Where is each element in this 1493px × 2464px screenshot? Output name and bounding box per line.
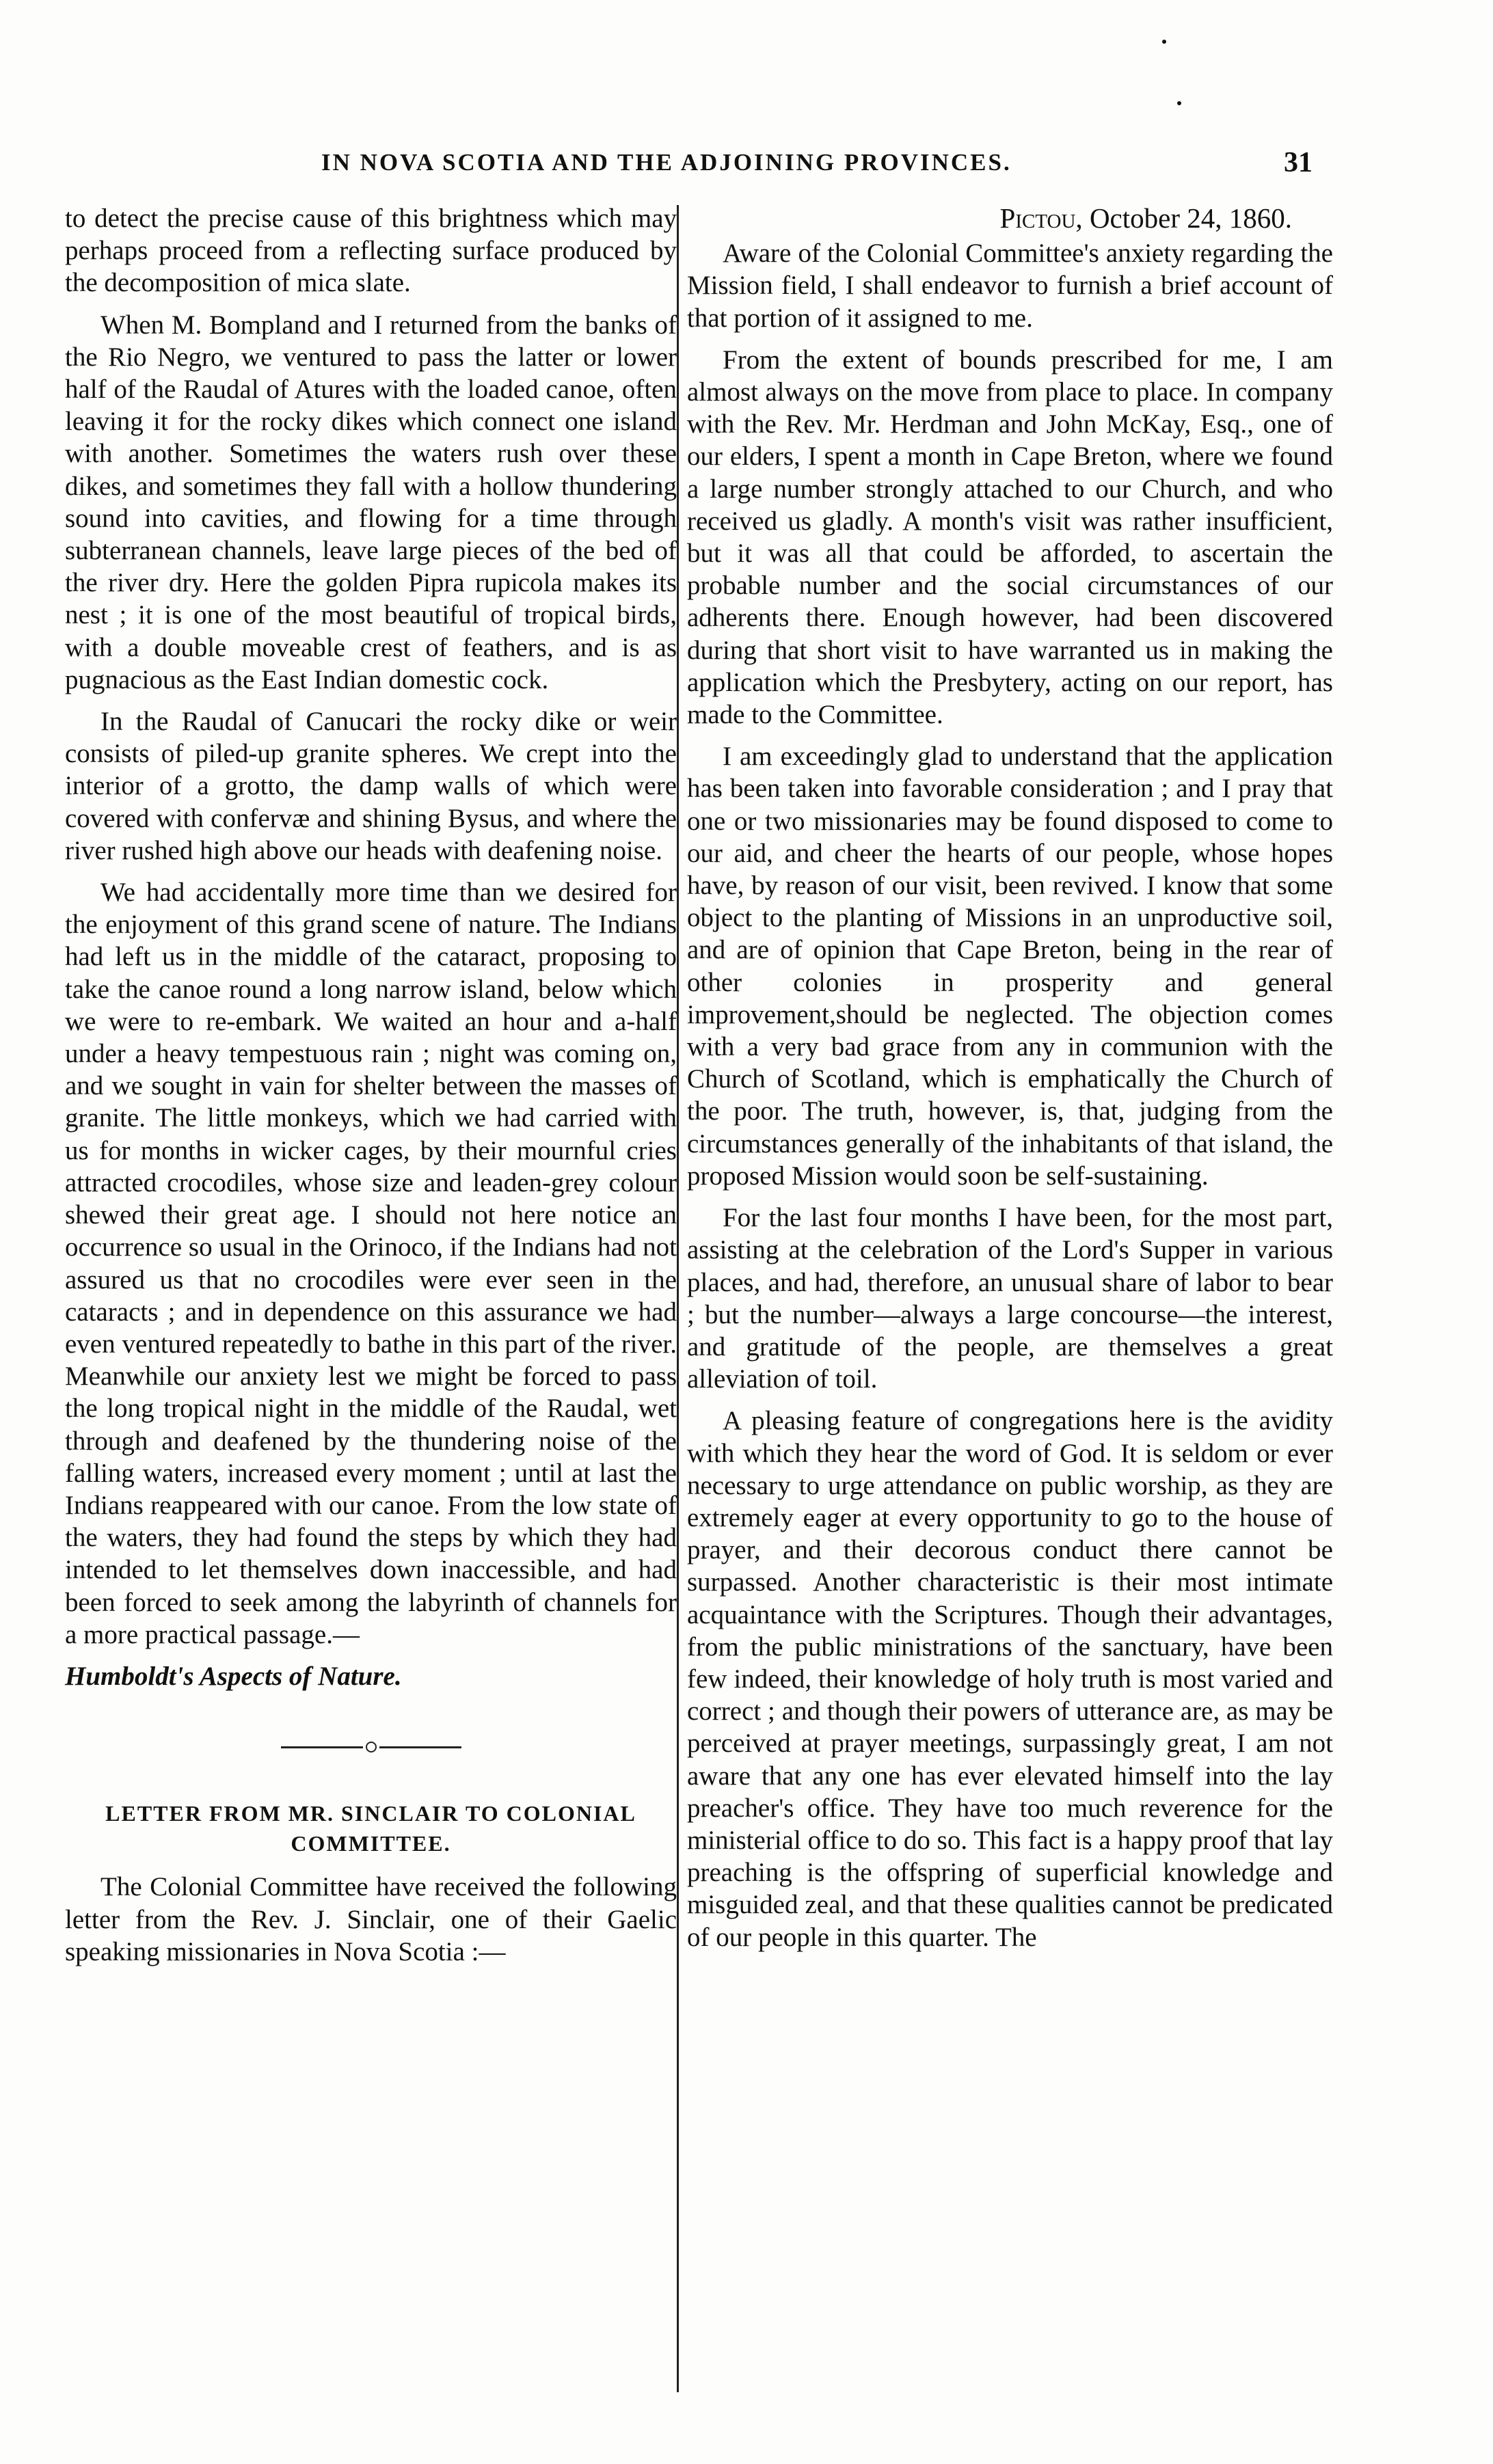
divider-line: [379, 1746, 461, 1748]
paragraph: In the Raudal of Canucari the rocky dike or weir consists of piled-up granite spheres. We crept into the interior of a grotto, the damp walls of which were covered with confervæ and shining Bysus, and where the river rushed high above our heads with deafening noise.: [65, 707, 677, 865]
page-header: [82, 149, 1313, 190]
paragraph: We had accidentally more time than we desired for the enjoyment of this grand scene of nature. The Indians had left us in the middle of the cataract, proposing to take the canoe round a long narrow island, below which we were to re-embark. We waited an hour and a-half under a heavy tempestuous rain ; night was coming on, and we sought in vain for shelter between the masses of granite. The little monkeys, which we had carried with us for months in wicker cages, by their mournful cries attracted crocodiles, whose size and leaden-grey colour shewed their great age. I should not here notice an occurrence so usual in the Orinoco, if the Indians had not assured us that no crocodiles were ever seen in the cataracts ; and in dependence on this assurance we had even ventured repeatedly to bathe in this part of the river. Meanwhile our anxiety lest we might be forced to pass the long tropical night in the middle of the Raudal, wet through and deafened by the thundering noise of the falling waters, increased every moment ; until at last the Indians reappeared with our canoe. From the low state of the waters, they had found the steps by which they had intended to let themselves down inaccessible, and had been forced to seek among the labyrinth of channels for a more practical passage.—: [65, 878, 677, 1649]
letter-heading-line: LETTER FROM MR. SINCLAIR TO COLONIAL: [105, 1801, 636, 1826]
right-column: [687, 202, 1333, 1963]
paragraph: Aware of the Colonial Committee's anxiety regarding the Mission field, I shall endeavor to furnish a brief account of that portion of it assigned to me.: [687, 239, 1333, 333]
letter-heading: [65, 1798, 677, 1858]
paragraph: I am exceedingly glad to understand that the application has been taken into favorable consideration ; and I pray that one or two missionaries may be found disposed to come to our aid, and cheer the hearts of our people, whose hopes have, by reason of our visit, been revived. I know that some object to the planting of Missions in an unproductive soil, and are of opinion that Cape Breton, being in the rear of other colonies in prosperity and general improvement,should be neglected. The objection comes with a very bad grace from any in communion with the Church of Scotland, which is emphatically the Church of the poor. The truth, however, is, that, judging from the circumstances generally of the inhabitants of that island, the proposed Mission would soon be self-sustaining.: [687, 742, 1333, 1191]
paragraph: When M. Bompland and I returned from the banks of the Rio Negro, we ventured to pass the latter or lower half of the Raudal of Atures with the loaded canoe, often leaving it for the rocky dikes which connect one island with another. Sometimes the waters rush over these dikes, and sometimes they fall with a hollow thundering sound into cavities, and flowing for a time through subterranean channels, leave large pieces of the bed of the river dry. Here the golden Pipra rupicola makes its nest ; it is one of the most beautiful of tropical birds, with a double moveable crest of feathers, and is as pugnacious as the East Indian domestic cock.: [65, 310, 677, 694]
paragraph: From the extent of bounds prescribed for me, I am almost always on the move from place to place. In company with the Rev. Mr. Herdman and John McKay, Esq., one of our elders, I spent a month in Cape Breton, where we found a large number strongly attached to our Church, and who received us gladly. A month's visit was rather insufficient, but it was all that could be afforded, to ascertain the probable number and the social circumstances of our adherents there. Enough however, had been discovered during that short visit to have warranted us in making the application which the Presbytery, acting on our report, has made to the Committee.: [687, 344, 1333, 730]
column-rule: [677, 205, 679, 2392]
left-column: [65, 202, 677, 1977]
paragraph: A pleasing feature of congregations here is the avidity with which they hear the word of God. It is seldom or ever necessary to urge attendance on public worship, as they are extremely eager at every opportunity to go to the house of prayer, and their decorous conduct there cannot be surpassed. Another characteristic is their most intimate acquaintance with the Scriptures. Though their advantages, from the public ministrations of the sanctuary, have been few indeed, their knowledge of holy truth is most varied and correct ; and though their powers of utterance are, as may be perceived at prayer meetings, surpassingly great, I am not aware that any one has ever elevated himself into the lay preacher's office. They have too much reverence for the ministerial office to do so. This fact is a happy proof that lay preaching is the offspring of superficial knowledge and misguided zeal, and that these qualities cannot be predicated of our people in this quarter. The: [687, 1406, 1333, 1952]
letter-intro: The Colonial Committee have received the following letter from the Rev. J. Sinclair, one of their Gaelic speaking missionaries in Nova Scotia :—: [65, 1872, 677, 1966]
divider-ornament: [366, 1742, 377, 1752]
source-citation: Humboldt's Aspects of Nature.: [65, 1661, 402, 1691]
section-divider: [65, 1729, 677, 1761]
running-head: IN NOVA SCOTIA AND THE ADJOINING PROVINCES.: [321, 149, 1012, 176]
paragraph: to detect the precise cause of this brightness which may perhaps proceed from a reflecting surface produced by the decomposition of mica slate.: [65, 204, 677, 298]
ink-speck: [1162, 40, 1166, 44]
divider-line: [281, 1746, 363, 1748]
ink-speck: [1177, 101, 1181, 105]
paragraph: For the last four months I have been, for the most part, assisting at the celebration of the Lord's Supper in various places, and had, therefore, an unusual share of labor to bear ; but the number—always a large concourse—the interest, and gratitude of the people, are themselves a great alleviation of toil.: [687, 1203, 1333, 1394]
letter-heading-line: COMMITTEE.: [291, 1831, 451, 1856]
page-number: 31: [1284, 147, 1313, 178]
dateline-date: October 24, 1860.: [1089, 202, 1292, 234]
dateline-place: Pictou,: [999, 202, 1083, 234]
dateline: [687, 202, 1333, 234]
